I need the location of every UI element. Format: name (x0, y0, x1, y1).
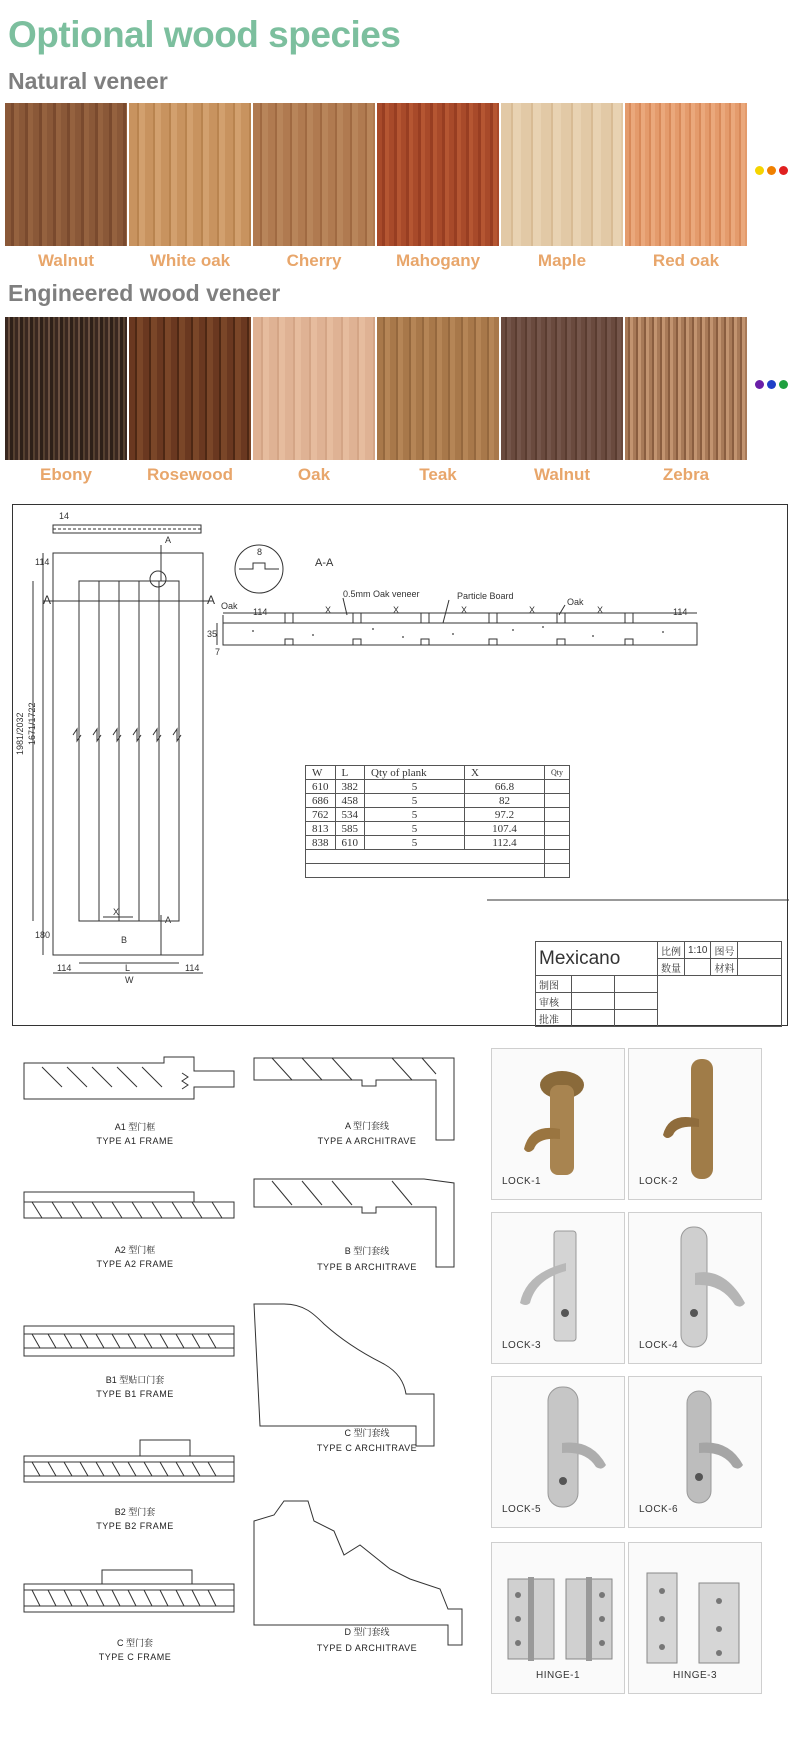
architrave-d-cn: D 型门套线 (344, 1627, 390, 1637)
swatch-mahogany (377, 103, 499, 246)
dot-blue (767, 380, 776, 389)
label-oak: Oak (297, 465, 331, 484)
architrave-a-profile (252, 1050, 472, 1150)
mark-x-4: X (529, 605, 536, 615)
natural-veneer-title: Natural veneer (8, 68, 168, 94)
title-block (535, 941, 782, 1027)
door-technical-drawing (12, 504, 788, 1026)
label-ebony: Ebony (40, 465, 92, 484)
swatch-cherry (253, 103, 375, 246)
label-mahogany: Mahogany (395, 251, 481, 270)
table-row: 762 534 5 97.2 (306, 808, 570, 822)
oak-label-left: Oak (221, 601, 238, 611)
architrave-a-cn: A 型门套线 (344, 1121, 389, 1131)
section-label: A-A (315, 557, 334, 569)
mark-a-right: A (207, 593, 216, 607)
dim-114-section-left: 114 (253, 607, 268, 617)
checked-label: 审核 (536, 993, 572, 1010)
oak-label-right: Oak (567, 597, 584, 607)
hinge-3-card (628, 1542, 762, 1694)
label-engineered-walnut: Walnut (533, 465, 591, 484)
veneer-label: 0.5mm Oak veneer (343, 589, 420, 599)
swatch-oak (253, 317, 375, 460)
table-row: 813 585 5 107.4 (306, 822, 570, 836)
frame-c-profile (22, 1568, 242, 1618)
natural-swatch-row (5, 103, 747, 246)
frame-b1-profile (22, 1322, 242, 1362)
mark-a-top: A (165, 535, 172, 545)
lock-6-card (628, 1376, 762, 1528)
dim-180: 180 (35, 930, 51, 940)
dim-height: 1981/2032 (15, 712, 25, 755)
swatch-teak (377, 317, 499, 460)
dim-35: 35 (207, 629, 218, 639)
mark-x-2: X (393, 605, 400, 615)
dim-114-b2: 114 (185, 963, 200, 973)
frame-b2-cn: B2 型门套 (114, 1507, 156, 1517)
table-row-empty (306, 850, 570, 864)
table-row-empty (306, 864, 570, 878)
dim-inner: 1671/1722 (27, 702, 37, 745)
label-walnut: Walnut (37, 251, 95, 270)
swatch-white-oak (129, 103, 251, 246)
architrave-c-en: TYPE C ARCHITRAVE (316, 1443, 418, 1453)
board-label: Particle Board (457, 591, 514, 601)
scale-label: 比例 (658, 942, 685, 959)
table-row: 686 458 5 82 (306, 794, 570, 808)
lock-1-card (491, 1048, 625, 1200)
lock-3-card (491, 1212, 625, 1364)
frame-b2-en: TYPE B2 FRAME (96, 1521, 174, 1531)
col-l: L (335, 766, 365, 780)
mark-x-door: X (113, 907, 120, 917)
dim-14: 14 (59, 511, 70, 521)
col-w: W (306, 766, 336, 780)
lock-4-label: LOCK-4 (639, 1340, 679, 1351)
hinge-3-label: HINGE-3 (672, 1670, 718, 1681)
col-qty-plank: Qty of plank (365, 766, 465, 780)
swatch-rosewood (129, 317, 251, 460)
label-red-oak: Red oak (652, 251, 720, 270)
label-white-oak: White oak (149, 251, 231, 270)
mark-x-5: X (597, 605, 604, 615)
swatch-zebra (625, 317, 747, 460)
hinge-1-label: HINGE-1 (535, 1670, 581, 1681)
frame-b2-profile (22, 1438, 242, 1488)
frame-a1-en: TYPE A1 FRAME (96, 1136, 174, 1146)
swatch-walnut (5, 103, 127, 246)
page-title: Optional wood species (8, 14, 401, 55)
col-qty: Qty (545, 766, 570, 780)
frame-a2-profile (22, 1188, 242, 1228)
frame-c-en: TYPE C FRAME (98, 1652, 172, 1662)
dim-w: W (125, 975, 134, 985)
label-cherry: Cherry (286, 251, 342, 270)
swatch-maple (501, 103, 623, 246)
dot-red (779, 166, 788, 175)
qty-label: 数量 (658, 959, 685, 976)
architrave-b-profile (252, 1175, 472, 1275)
dim-114-b1: 114 (57, 963, 72, 973)
engineered-swatch-row (5, 317, 747, 460)
lock-2-label: LOCK-2 (639, 1176, 679, 1187)
approved-label: 批准 (536, 1010, 572, 1027)
dot-green (779, 380, 788, 389)
lock-6-label: LOCK-6 (639, 1504, 679, 1515)
hinge-1-card (491, 1542, 625, 1694)
brand-name: Mexicano (536, 942, 658, 976)
dim-l: L (125, 963, 131, 973)
swatch-ebony (5, 317, 127, 460)
label-teak: Teak (419, 465, 457, 484)
mark-x-1: X (325, 605, 332, 615)
mark-b: B (121, 935, 128, 945)
dim-114-left: 114 (35, 557, 50, 567)
dot-purple (755, 380, 764, 389)
mark-a-bottom: A (165, 915, 172, 925)
natural-labels (5, 251, 747, 271)
engineered-veneer-title: Engineered wood veneer (8, 280, 281, 306)
swatch-engineered-walnut (501, 317, 623, 460)
plank-spec-table (305, 765, 570, 878)
dot-orange (767, 166, 776, 175)
swatch-red-oak (625, 103, 747, 246)
mark-a-left: A (43, 593, 52, 607)
architrave-c-cn: C 型门套线 (344, 1428, 390, 1438)
col-x: X (465, 766, 545, 780)
engineered-labels (5, 465, 747, 485)
dot-yellow (755, 166, 764, 175)
frame-b1-cn: B1 型贴口门套 (105, 1375, 165, 1385)
frame-a1-cn: A1 型门框 (114, 1122, 156, 1132)
frame-c-cn: C 型门套 (116, 1638, 153, 1648)
frame-a1-profile (22, 1053, 242, 1103)
engineered-color-dots (755, 380, 788, 389)
frame-b1-en: TYPE B1 FRAME (96, 1389, 174, 1399)
scale-value: 1:10 (685, 942, 711, 959)
mark-x-3: X (461, 605, 468, 615)
architrave-b-en: TYPE B ARCHITRAVE (317, 1262, 417, 1272)
lock-2-card (628, 1048, 762, 1200)
architrave-b-cn: B 型门套线 (344, 1246, 390, 1256)
frame-a2-en: TYPE A2 FRAME (96, 1259, 174, 1269)
drawing-no-label: 图号 (711, 942, 738, 959)
table-row: 838 610 5 112.4 (306, 836, 570, 850)
natural-color-dots (755, 166, 788, 175)
drawn-label: 制图 (536, 976, 572, 993)
table-row: 610 382 5 66.8 (306, 780, 570, 794)
material-label: 材料 (711, 959, 738, 976)
lock-5-card (491, 1376, 625, 1528)
label-rosewood: Rosewood (147, 465, 233, 484)
label-zebra: Zebra (662, 465, 710, 484)
frame-a2-cn: A2 型门框 (114, 1245, 156, 1255)
label-maple: Maple (537, 251, 587, 270)
dim-7: 7 (215, 647, 221, 657)
lock-4-card (628, 1212, 762, 1364)
lock-3-label: LOCK-3 (502, 1340, 542, 1351)
architrave-d-en: TYPE D ARCHITRAVE (316, 1643, 418, 1653)
dim-114-section-right: 114 (673, 607, 688, 617)
lock-1-label: LOCK-1 (502, 1176, 542, 1187)
lock-5-label: LOCK-5 (502, 1504, 542, 1515)
architrave-a-en: TYPE A ARCHITRAVE (317, 1136, 417, 1146)
mark-8-detail: 8 (257, 547, 263, 557)
